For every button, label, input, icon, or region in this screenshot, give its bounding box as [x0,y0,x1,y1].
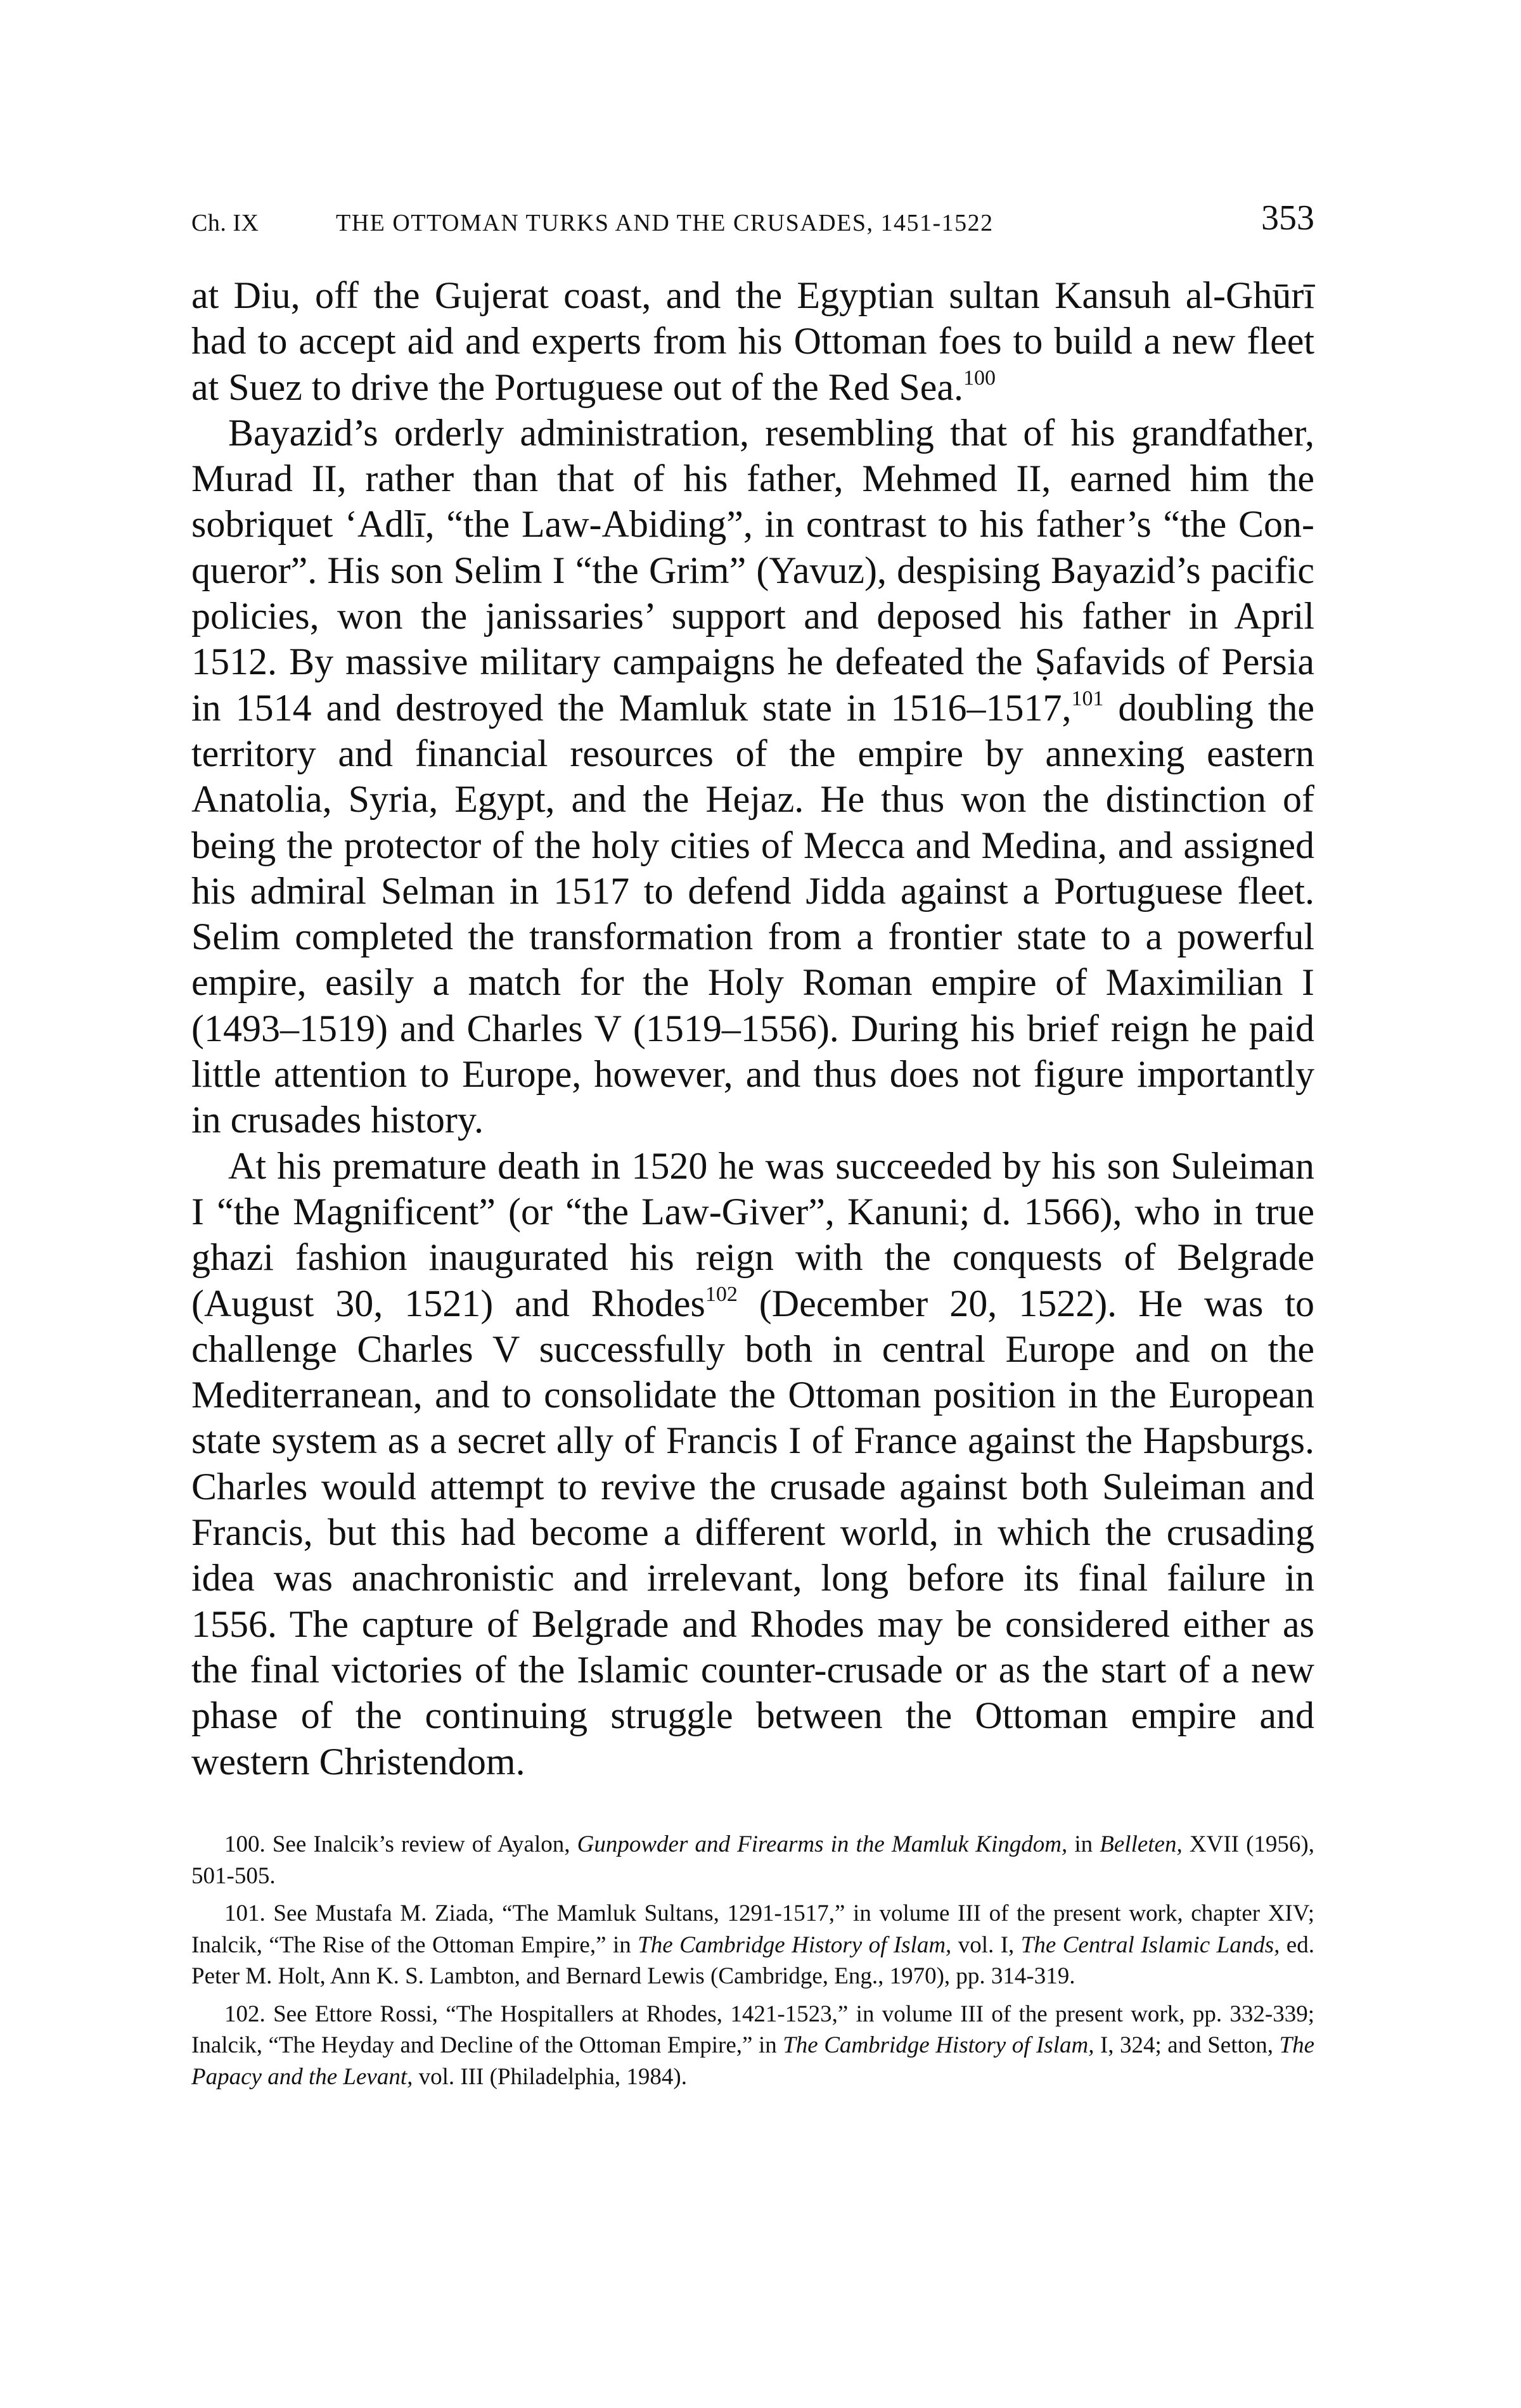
footnote-101-text-a: 101. See Mustafa M. Ziada, “The Mamluk Sultans, 1291-1517,” in volume III of the present work, chapter XIV; Inalcik, “The Rise of the Ottoman Empire,” in [191,1900,1314,1958]
footnote-100-text-a: 100. See Inalcik’s review of Ayalon, [224,1831,577,1857]
paragraph-1 [191,272,1314,410]
footnote-101 [191,1898,1314,1992]
footnote-101-subtitle: The Central Islamic Lands, [1020,1931,1280,1958]
footnote-ref-101[interactable]: 101 [1071,686,1104,710]
footnote-102-book: The Papacy and the Levant, [191,2032,1314,2090]
footnote-100-text-e: XVII (1956), 501-505. [191,1831,1314,1889]
footnote-102-text-e: vol. III (Philadelphia, 1984). [413,2063,687,2090]
chapter-label: Ch. IX [191,210,259,236]
paragraph-1-text: at Diu, off the Gujerat coast, and the Egyptian sultan Kansuh al-Ghūrī had to accept aid and experts from his Ottoman foes to build a new fleet at Suez to drive the Portuguese out of the Red Sea. [191,274,1314,408]
main-text [191,272,1314,1784]
paragraph-2 [191,410,1314,1143]
footnote-100-title: Gunpowder and Firearms in the Mamluk Kingdom, [577,1831,1068,1857]
footnote-101-text-c: vol. I, [951,1931,1021,1958]
footnote-102-text-a: 102. See Ettore Rossi, “The Hospitallers at Rhodes, 1421-1523,” in volume III of the present work, pp. 332-339; Inalcik, “The Heyday and Decline of the Ottoman Empire,” in [191,2001,1314,2058]
running-title: THE OTTOMAN TURKS AND THE CRUSADES, 1451-1522 [336,210,994,236]
footnote-ref-102[interactable]: 102 [705,1282,738,1306]
footnote-102-text-c: I, 324; and Setton, [1094,2032,1280,2058]
footnote-102-title: The Cambridge History of Islam, [783,2032,1094,2058]
footnote-ref-100[interactable]: 100 [963,366,996,390]
paragraph-2-text-b: doubling the territory and financial resources of the empire by annexing eastern Anatolia, Syria, Egypt, and the Hejaz. He thus won the distinction of being the protector of the holy cities of Mecca and Medina, and assigned his admiral Selman in 1517 to defend Jidda against a Portuguese fleet. Selim completed the transformation from a frontier state to a powerful empire, easily a match for the Holy Roman empire of Maximilian I (1493–1519) and Charles V (1519–1556). During his brief reign he paid little attention to Europe, however, and thus does not figure importantly in crusades history. [191,686,1315,1141]
footnote-101-title: The Cambridge History of Islam, [638,1931,952,1958]
footnote-100-text-c: in [1067,1831,1100,1857]
running-header [191,198,1314,248]
paragraph-2-text-a: Bayazid’s orderly administration, resembling that of his grandfather, Murad II, rather than that of his father, Mehmed II, earned him the sobriquet ‘Adlī, “the Law-Abiding”, in contrast to his father’s “the Conqueror”. His son Selim I “the Grim” (Yavuz), despising Bayazid’s pacific policies, won the janissaries’ support and deposed his father in April 1512. By massive military campaigns he defeated the Ṣafavids of Persia in 1514 and destroyed the Mamluk state in 1516–1517, [191,411,1314,729]
paragraph-3-text-b: (December 20, 1522). He was to challenge Charles V successfully both in central Europe and on the Mediterranean, and to consolidate the Ottoman position in the European state system as a secret ally of Francis I of France against the Hapsburgs. Charles would attempt to revive the crusade against both Suleiman and Francis, but this had become a different world, in which the crusading idea was anachronistic and irrelevant, long before its final failure in 1556. The capture of Belgrade and Rhodes may be considered either as the final victories of the Islamic counter-crusade or as the start of a new phase of the continuing struggle between the Ottoman empire and western Christendom. [191,1282,1315,1783]
paragraph-3 [191,1143,1314,1784]
footnote-100-journal: Belleten, [1100,1831,1183,1857]
page-number: 353 [1261,198,1314,238]
footnote-102 [191,1999,1314,2093]
footnotes [191,1829,1314,2099]
footnote-100 [191,1829,1314,1892]
footnote-101-text-e: ed. Peter M. Holt, Ann K. S. Lambton, and Bernard Lewis (Cambridge, Eng., 1970), pp. 314-319. [191,1931,1314,1989]
paragraph-3-text-a: At his premature death in 1520 he was succeeded by his son Suleiman I “the Magnificent” (or “the Law-Giver”, Kanuni; d. 1566), who in true ghazi fashion inaugurated his reign with the conquests of Belgrade (August 30, 1521) and Rhodes [191,1144,1314,1324]
